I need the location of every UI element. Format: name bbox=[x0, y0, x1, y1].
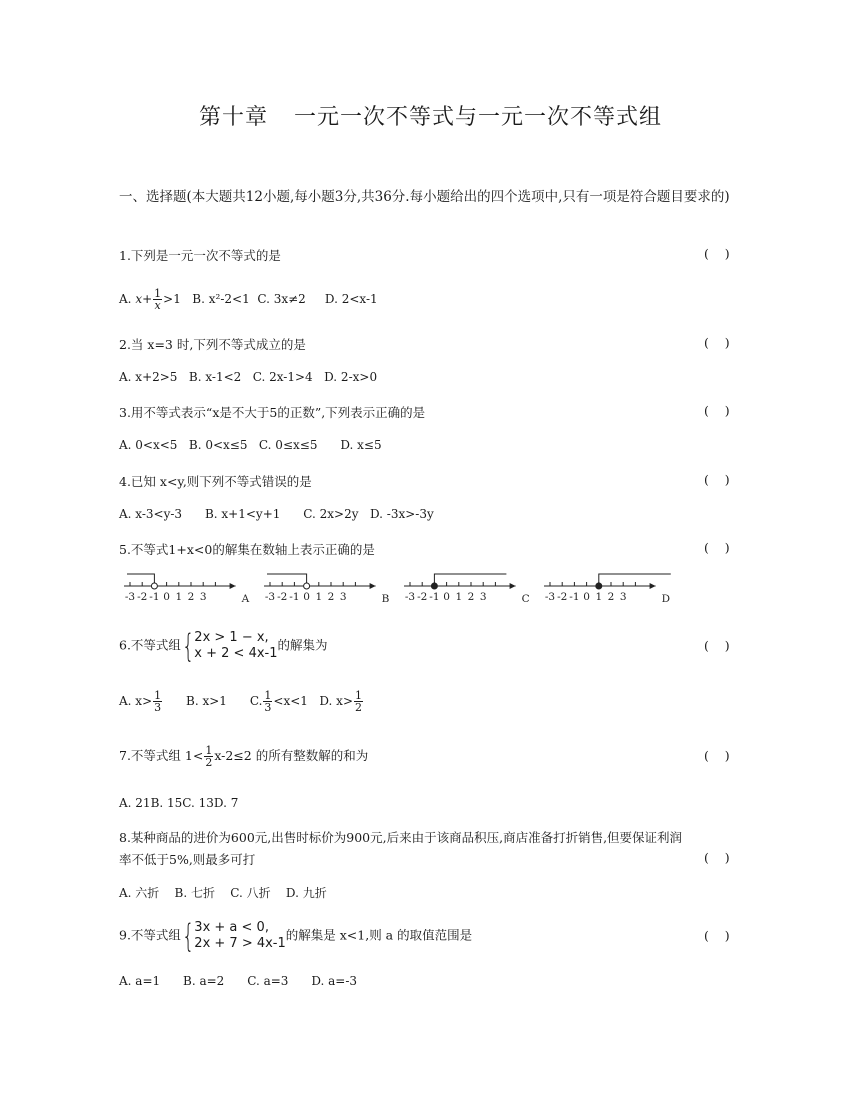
tick-label: 3 bbox=[339, 591, 347, 603]
question-5: 5.不等式1+x<0的解集在数轴上表示正确的是 bbox=[119, 542, 375, 557]
solution-ray bbox=[599, 574, 671, 586]
question-1 bbox=[119, 246, 744, 264]
question-6-options: A. x> $\frac{1}{3}$ B. x>1 C. $\frac{1}{3}$ <x<1 D. x> $\frac{1}{2}$ bbox=[119, 689, 363, 714]
tick-label: -2 bbox=[417, 591, 428, 603]
tick-label: 1 bbox=[595, 591, 603, 603]
option-label: D bbox=[661, 593, 671, 605]
answer-blank-3: ( ) bbox=[704, 403, 730, 418]
question-6: 6.不等式组 { 2x > 1 − x, x + 2 < 4x-1 的解集为 bbox=[119, 627, 328, 665]
chapter-number: 第十章 bbox=[198, 105, 268, 130]
tick-label: 2 bbox=[467, 591, 475, 603]
tick-label: -3 bbox=[404, 591, 416, 603]
axis-arrow bbox=[370, 583, 376, 589]
answer-blank-1: ( ) bbox=[704, 246, 730, 261]
answer-blank-8: ( ) bbox=[704, 850, 730, 865]
tick-label: 0 bbox=[583, 591, 590, 603]
question-7-options: A. 21B. 15C. 13D. 7 bbox=[119, 796, 239, 810]
tick-label: -1 bbox=[569, 591, 580, 603]
open-point bbox=[304, 583, 310, 589]
closed-point bbox=[431, 583, 437, 589]
question-4: 4.已知 x<y,则下列不等式错误的是 bbox=[119, 474, 312, 489]
tick-label: 3 bbox=[199, 591, 207, 603]
tick-label: 0 bbox=[443, 591, 450, 603]
inequality-system: { 3x + a < 0, 2x + 7 > 4x-1 bbox=[182, 917, 286, 955]
answer-blank-6: ( ) bbox=[704, 638, 730, 653]
question-8-line-1: 8.某种商品的进价为600元,出售时标价为900元,后来由于该商品积压,商店准备打折销售,但要保证利润 bbox=[119, 830, 683, 845]
answer-blank-9: ( ) bbox=[704, 928, 730, 943]
solution-ray bbox=[127, 574, 154, 586]
section-heading: 一、选择题(本大题共12小题,每小题3分,共36分.每小题给出的四个选项中,只有一项是符合题目要求的) bbox=[119, 189, 730, 205]
tick-label: 1 bbox=[315, 591, 323, 603]
axis-arrow bbox=[510, 583, 516, 589]
question-3-options: A. 0<x<5 B. 0<x≤5 C. 0≤x≤5 D. x≤5 bbox=[119, 438, 382, 452]
question-9: 9.不等式组 { 3x + a < 0, 2x + 7 > 4x-1 的解集是 x<1,则 a 的取值范围是 bbox=[119, 917, 473, 955]
question-9-options: A. a=1 B. a=2 C. a=3 D. a=-3 bbox=[119, 974, 358, 988]
tick-label: 3 bbox=[619, 591, 627, 603]
tick-label: 1 bbox=[175, 591, 183, 603]
tick-label: -2 bbox=[277, 591, 288, 603]
page-title bbox=[0, 100, 861, 131]
inequality-system: { 2x > 1 − x, x + 2 < 4x-1 bbox=[182, 627, 278, 665]
tick-label: 2 bbox=[187, 591, 195, 603]
answer-blank-5: ( ) bbox=[704, 540, 730, 555]
tick-label: -3 bbox=[544, 591, 556, 603]
axis-arrow bbox=[230, 583, 236, 589]
tick-label: 0 bbox=[303, 591, 310, 603]
chapter-name: 一元一次不等式与一元一次不等式组 bbox=[294, 105, 663, 130]
question-2-options: A. x+2>5 B. x-1<2 C. 2x-1>4 D. 2-x>0 bbox=[119, 370, 378, 384]
answer-blank-4: ( ) bbox=[704, 472, 730, 487]
answer-blank-2: ( ) bbox=[704, 335, 730, 350]
tick-label: 1 bbox=[455, 591, 463, 603]
question-8-line-2: 率不低于5%,则最多可打 bbox=[119, 852, 256, 867]
tick-label: -1 bbox=[149, 591, 160, 603]
answer-blank-7: ( ) bbox=[704, 748, 730, 763]
option-label: B bbox=[381, 593, 390, 605]
tick-label: 2 bbox=[607, 591, 615, 603]
question-3: 3.用不等式表示“x是不大于5的正数”,下列表示正确的是 bbox=[119, 405, 426, 420]
option-label: C bbox=[521, 593, 530, 605]
open-point bbox=[151, 583, 157, 589]
closed-point bbox=[596, 583, 602, 589]
tick-label: 2 bbox=[327, 591, 335, 603]
tick-label: -3 bbox=[264, 591, 276, 603]
tick-label: -2 bbox=[137, 591, 148, 603]
tick-label: 0 bbox=[163, 591, 170, 603]
question-1-stem: 1.下列是一元一次不等式的是 bbox=[119, 248, 281, 263]
tick-label: 3 bbox=[479, 591, 487, 603]
question-1-options: A. x+ $\frac{1}{x}$ >1 B. x²-2<1 C. 3x≠2 D. 2<x-1 bbox=[119, 287, 378, 312]
option-label: A bbox=[241, 593, 250, 605]
question-7: 7.不等式组 1< $\frac{1}{2}$ x-2≤2 的所有整数解的和为 bbox=[119, 744, 369, 769]
tick-label: -1 bbox=[429, 591, 440, 603]
tick-label: -2 bbox=[557, 591, 568, 603]
question-2: 2.当 x=3 时,下列不等式成立的是 bbox=[119, 337, 306, 352]
number-line-figures bbox=[0, 568, 861, 608]
axis-arrow bbox=[650, 583, 656, 589]
tick-label: -1 bbox=[289, 591, 300, 603]
question-8-options: A. 六折 B. 七折 C. 八折 D. 九折 bbox=[119, 886, 327, 900]
question-4-options: A. x-3<y-3 B. x+1<y+1 C. 2x>2y D. -3x>-3y bbox=[119, 507, 434, 521]
tick-label: -3 bbox=[124, 591, 136, 603]
solution-ray bbox=[267, 574, 307, 586]
